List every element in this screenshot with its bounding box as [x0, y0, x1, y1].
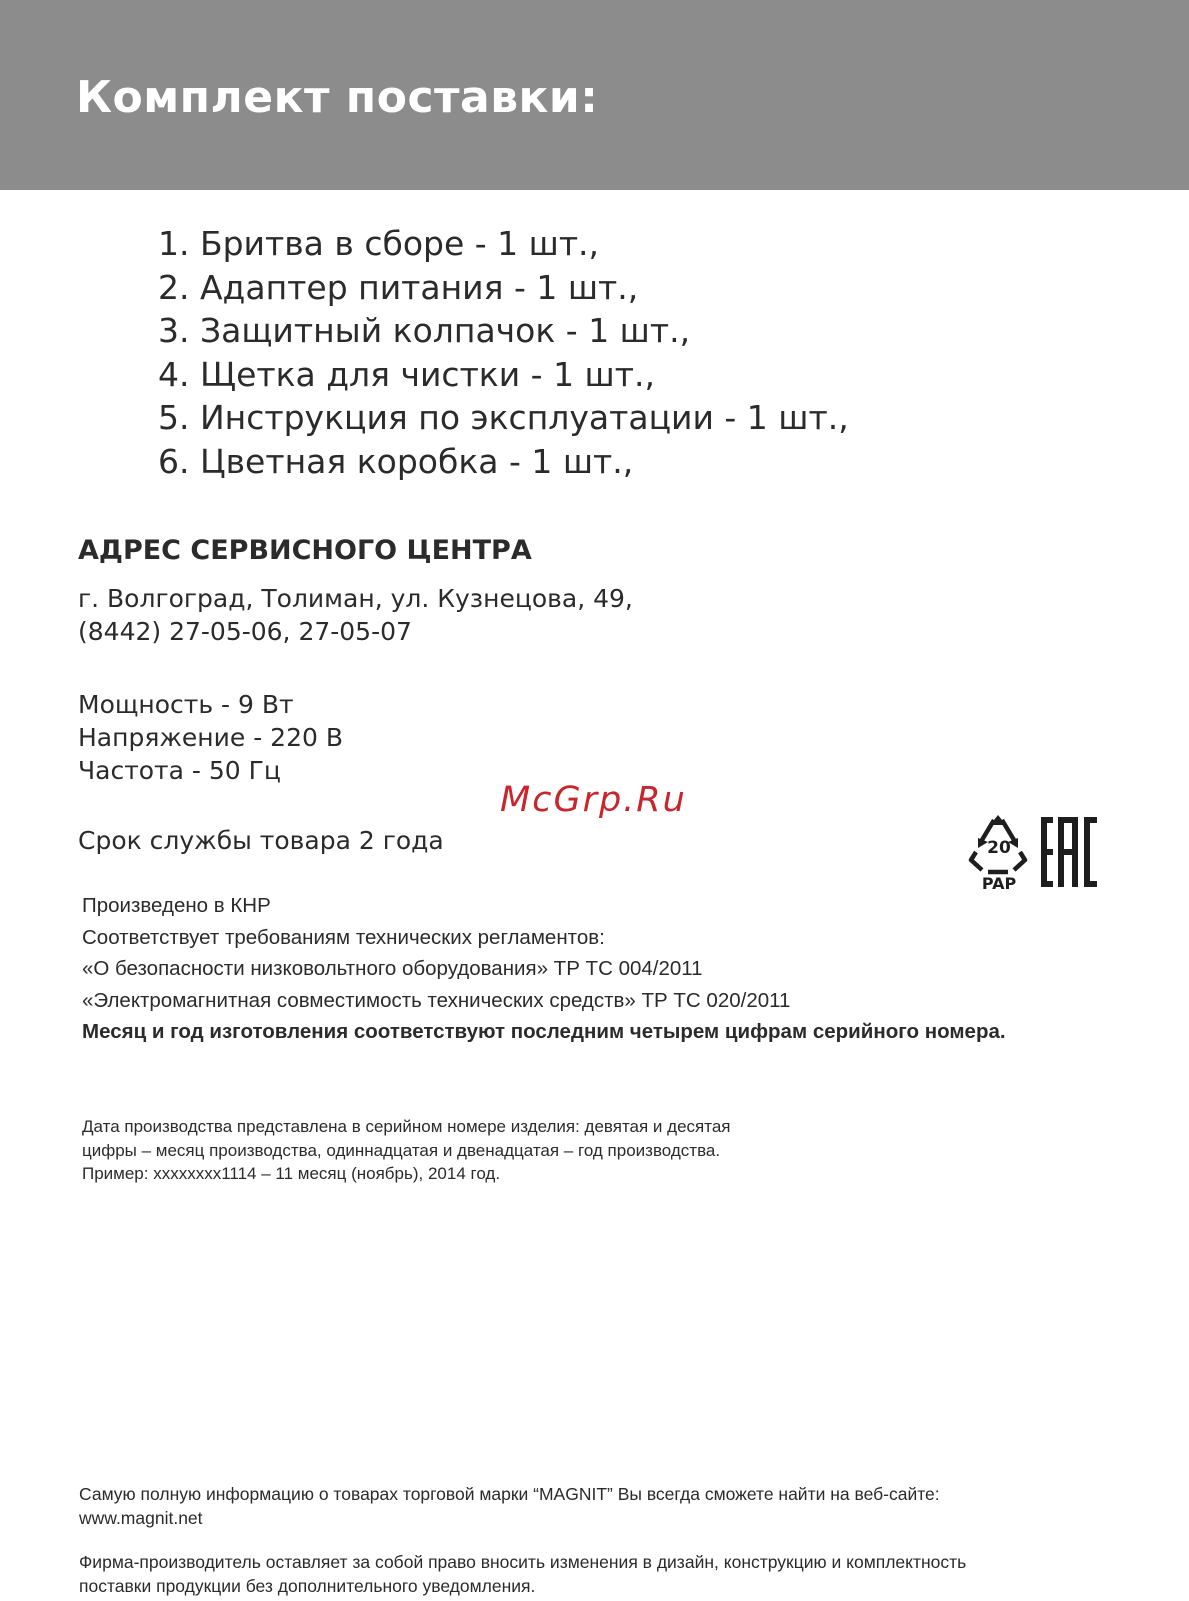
marks-svg: [968, 812, 1103, 892]
address-line: г. Волгоград, Толиман, ул. Кузнецова, 49,: [78, 584, 633, 613]
production-date-info: [82, 1115, 730, 1186]
header-band: [0, 0, 1189, 190]
footer: [79, 1482, 966, 1598]
kit-item: 5. Инструкция по эксплуатации - 1 шт.,: [158, 398, 849, 437]
certification-marks: [968, 812, 1103, 897]
service-center-title: АДРЕС СЕРВИСНОГО ЦЕНТРА: [78, 535, 532, 566]
footer-disclaimer-line: поставки продукции без дополнительного уведомления.: [79, 1576, 536, 1596]
recycle-number: 20: [987, 838, 1011, 858]
page-title: Комплект поставки:: [76, 72, 599, 123]
footer-disclaimer-line: Фирма-производитель оставляет за собой право вносить изменения в дизайн, конструкцию и комплектность: [79, 1552, 967, 1572]
service-life: Срок службы товара 2 года: [78, 826, 444, 855]
spec-frequency: Частота - 50 Гц: [78, 756, 281, 785]
production-line: Пример: xxxxxxxx1114 – 11 месяц (ноябрь), 2014 год.: [82, 1164, 501, 1183]
spec-power: Мощность - 9 Вт: [78, 690, 294, 719]
production-line: цифры – месяц производства, одиннадцатая и двенадцатая – год производства.: [82, 1140, 721, 1160]
kit-item: 3. Защитный колпачок - 1 шт.,: [158, 311, 691, 350]
serial-note: Месяц и год изготовления соответствуют последним четырем цифрам серийного номера.: [82, 1020, 1006, 1043]
recycle-code: PAP: [981, 874, 1017, 892]
regulation-item: «Электромагнитная совместимость технических средств» ТР ТС 020/2011: [82, 988, 791, 1012]
kit-item: 6. Цветная коробка - 1 шт.,: [158, 441, 634, 481]
eac-mark-icon: [1041, 817, 1097, 887]
production-line: Дата производства представлена в серийном номере изделия: девятая и десятая: [82, 1117, 731, 1136]
kit-item: 1. Бритва в сборе - 1 шт.,: [158, 224, 600, 263]
website-url: www.magnit.net: [79, 1508, 203, 1528]
compliance-text: Соответствует требованиям технических регламентов:: [82, 925, 605, 949]
service-address: [78, 582, 633, 648]
footer-info-line: Самую полную информацию о товарах торговой марки “MAGNIT” Вы всегда сможете найти на веб-сайте:: [79, 1484, 940, 1504]
kit-item: 4. Щетка для чистки - 1 шт.,: [158, 354, 655, 394]
kit-list: [158, 222, 849, 483]
origin-compliance: [82, 890, 1022, 1048]
phone-numbers: (8442) 27-05-06, 27-05-07: [78, 617, 412, 646]
specifications: [78, 688, 343, 787]
spec-voltage: Напряжение - 220 В: [78, 723, 343, 752]
kit-item: 2. Адаптер питания - 1 шт.,: [158, 267, 639, 307]
regulation-item: «О безопасности низковольтного оборудования» ТР ТС 004/2011: [82, 957, 703, 980]
made-in: Произведено в КНР: [82, 894, 271, 917]
watermark: McGrp.Ru: [500, 780, 687, 820]
